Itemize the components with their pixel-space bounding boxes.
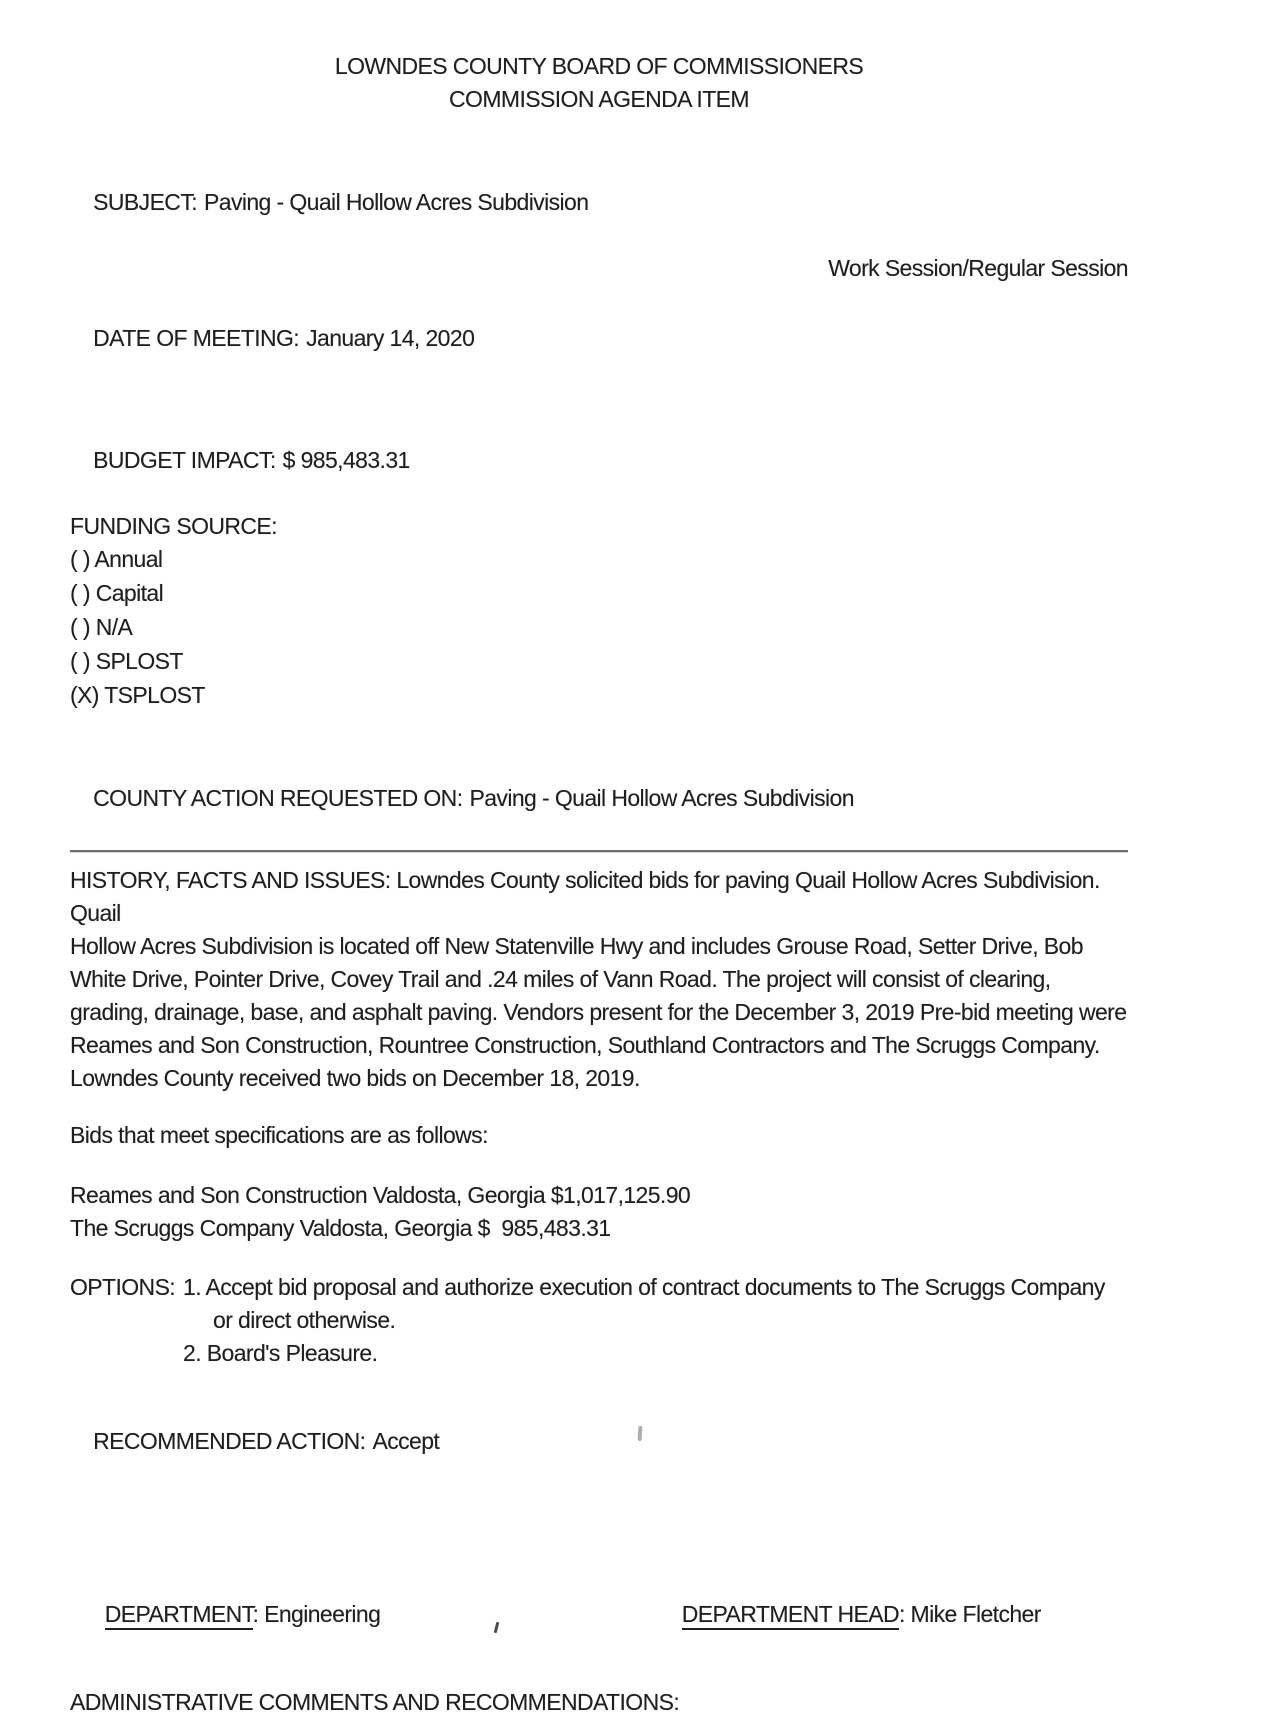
budget-impact-label: BUDGET IMPACT:: [93, 447, 276, 473]
options-label: OPTIONS:: [70, 1274, 176, 1300]
option-item-2: 2. Board's Pleasure.: [183, 1340, 378, 1366]
history-line: White Drive, Pointer Drive, Covey Trail and .24 miles of Vann Road. The project will consist of clearing,: [70, 966, 1051, 992]
county-action-label: COUNTY ACTION REQUESTED ON:: [93, 785, 463, 811]
bid-line-scruggs: The Scruggs Company Valdosta, Georgia $ 985,483.31: [70, 1215, 611, 1241]
section-divider-rule: [70, 850, 1128, 852]
options-section: [70, 1271, 1128, 1370]
option-item-1: 1. Accept bid proposal and authorize execution of contract documents to The Scruggs Company or direct otherwise.: [183, 1274, 1111, 1333]
history-line: Hollow Acres Subdivision is located off New Statenville Hwy and includes Grouse Road, Setter Drive, Bob: [70, 933, 1083, 959]
scan-artifact-speck: [638, 1426, 643, 1441]
department-head-label: DEPARTMENT HEAD: [682, 1601, 899, 1630]
department-label: DEPARTMENT: [105, 1601, 253, 1630]
administrative-comments-label: ADMINISTRATIVE COMMENTS AND RECOMMENDATIONS:: [70, 1689, 680, 1715]
department-cell: [70, 1565, 647, 1664]
department-head-value: : Mike Fletcher: [898, 1601, 1041, 1627]
document-title-block: [70, 50, 1128, 116]
history-line: grading, drainage, base, and asphalt paving. Vendors present for the December 3, 2019 Pre-bid meeting were: [70, 999, 1127, 1025]
history-line: Lowndes County received two bids on December 18, 2019.: [70, 1065, 640, 1091]
budget-impact-value: $ 985,483.31: [282, 447, 410, 473]
date-of-meeting-label: DATE OF MEETING:: [93, 325, 300, 351]
document-title-line1: LOWNDES COUNTY BOARD OF COMMISSIONERS: [334, 53, 864, 79]
county-action-value: Paving - Quail Hollow Acres Subdivision: [469, 785, 854, 811]
funding-option-splost: ( ) SPLOST: [70, 648, 183, 674]
department-head-cell: [647, 1565, 1041, 1664]
date-of-meeting-value: January 14, 2020: [306, 325, 475, 351]
funding-options-list: [70, 543, 1128, 712]
funding-option-tsplost-checked: (X) TSPLOST: [70, 682, 205, 708]
subject-label: SUBJECT:: [93, 189, 198, 215]
department-value: : Engineering: [252, 1601, 381, 1627]
recommended-action-row: [70, 1392, 1128, 1491]
subject-row: [70, 153, 1128, 252]
history-line: HISTORY, FACTS AND ISSUES: Lowndes County solicited bids for paving Quail Hollow Acres Subdivision. Quail: [70, 867, 1106, 926]
history-facts-issues-paragraph: [70, 864, 1128, 1095]
county-action-row: [70, 749, 1128, 848]
bid-line-reames: Reames and Son Construction Valdosta, Georgia $1,017,125.90: [70, 1182, 691, 1208]
session-type: Work Session/Regular Session: [828, 255, 1128, 281]
funding-option-capital: ( ) Capital: [70, 580, 164, 606]
history-line: Reames and Son Construction, Rountree Construction, Southland Contractors and The Scruggs Company.: [70, 1032, 1100, 1058]
budget-impact-row: [70, 411, 1128, 510]
funding-source-label: FUNDING SOURCE:: [70, 513, 277, 539]
department-row: [70, 1565, 1128, 1664]
bids-list: [70, 1179, 1128, 1245]
funding-option-annual: ( ) Annual: [70, 546, 163, 572]
recommended-action-value: Accept: [372, 1428, 440, 1454]
options-items: [183, 1271, 1128, 1370]
document-title-line2: COMMISSION AGENDA ITEM: [449, 86, 749, 112]
recommended-action-label: RECOMMENDED ACTION:: [93, 1428, 366, 1454]
funding-option-na: ( ) N/A: [70, 614, 133, 640]
date-of-meeting-row: [70, 289, 1128, 388]
subject-value: Paving - Quail Hollow Acres Subdivision: [204, 189, 589, 215]
bids-intro-line: Bids that meet specifications are as follows:: [70, 1122, 488, 1148]
